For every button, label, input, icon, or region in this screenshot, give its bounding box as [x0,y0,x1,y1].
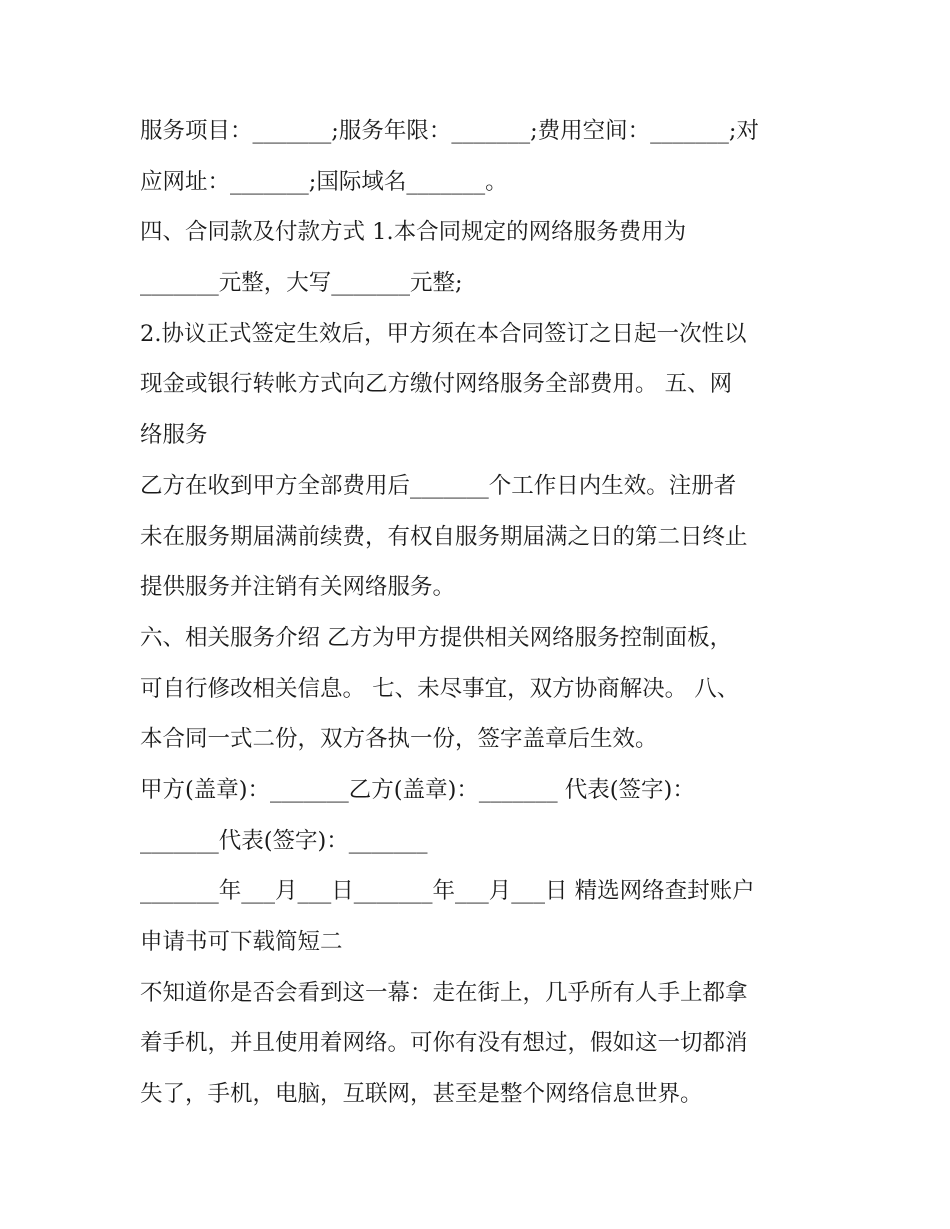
text-line: 应网址：_______;国际域名_______。 [140,168,508,195]
text-line: _______元整，大写_______元整; [140,270,463,297]
text-line: 未在服务期届满前续费，有权自服务期届满之日的第二日终止 [140,523,748,550]
text-line: 现金或银行转帐方式向乙方缴付网络服务全部费用。 五、网 [140,371,733,398]
text-line: 失了，手机，电脑，互联网，甚至是整个网络信息世界。 [140,1081,703,1108]
text-line: 不知道你是否会看到这一幕：走在街上，几乎所有人手上都拿 [140,979,748,1006]
text-line: 2.协议正式签定生效后，甲方须在本合同签订之日起一次性以 [140,320,747,347]
text-line: 四、合同款及付款方式 1.本合同规定的网络服务费用为 [140,219,687,246]
text-line: 乙方在收到甲方全部费用后_______个工作日内生效。注册者 [140,472,737,499]
text-line: 着手机，并且使用着网络。可你有没有想过，假如这一切都消 [140,1030,748,1057]
document-body [140,106,820,1120]
text-line: 提供服务并注销有关网络服务。 [140,574,456,601]
text-line: 可自行修改相关信息。 七、未尽事宜，双方协商解决。 八、 [140,675,740,702]
text-line: 络服务 [140,422,208,449]
text-line: 申请书可下载简短二 [140,929,343,955]
text-line: _______年___月___日_______年___月___日 精选网络查封账户 [140,878,755,905]
text-line: 本合同一式二份，双方各执一份，签字盖章后生效。 [140,726,658,753]
text-line: 甲方(盖章)：_______乙方(盖章)：_______ 代表(签字)： [140,776,695,803]
text-line: 服务项目：_______;服务年限：_______;费用空间：_______;对 [140,118,759,144]
text-line: _______代表(签字)：_______ [140,827,428,854]
text-line: 六、相关服务介绍 乙方为甲方提供相关网络服务控制面板， [140,624,733,651]
